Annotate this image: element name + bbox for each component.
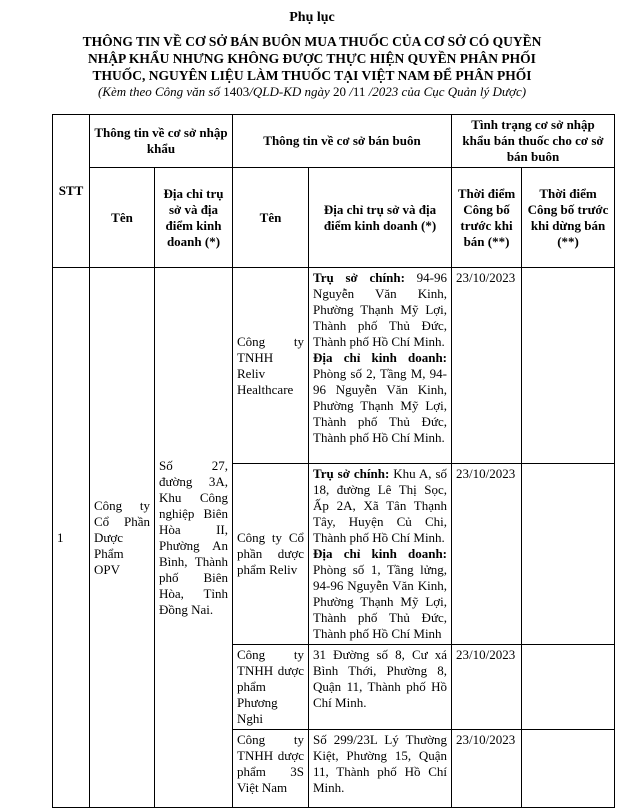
wholesaler-table [52, 114, 615, 808]
business-label: Địa chỉ kinh doanh: [313, 350, 448, 365]
wholesaler-address [309, 268, 452, 464]
appendix-heading: Phụ lục [289, 10, 335, 25]
header-status-group: Tình trạng cơ sở nhập khẩu bán thuốc cho cơ sở bán buôn [452, 115, 615, 168]
wholesaler-name: Công ty TNHH dược phẩm Phương Nghi [233, 645, 309, 730]
hq-label: Trụ sở chính: [313, 466, 390, 481]
hq-address: Khu A, số 18, đường Lê Thị Sọc, Ấp 2A, Xã Tân Thạnh Tây, Huyện Củ Chi, Thành phố Hồ Chí Minh. [313, 466, 448, 545]
importer-name: Công ty Cổ Phần Dược Phẩm OPV [90, 268, 155, 808]
start-time: 23/10/2023 [452, 464, 522, 645]
header-wholesaler-group: Thông tin về cơ sở bán buôn [233, 115, 452, 168]
header-importer-group: Thông tin về cơ sở nhập khẩu [90, 115, 233, 168]
subtitle-part-2: /QLD-KD ngày [249, 84, 334, 99]
start-time: 23/10/2023 [452, 645, 522, 730]
document-subtitle [0, 84, 624, 100]
wholesaler-name: Công ty TNHH Reliv Healthcare [233, 268, 309, 464]
subtitle-part-4: /2023 của Cục Quản lý Dược) [365, 84, 527, 99]
header-wholesaler-name: Tên [233, 168, 309, 268]
document-title-line-2: NHẬP KHẨU NHƯNG KHÔNG ĐƯỢC THỰC HIỆN QUYỀN PHÂN PHỐI [88, 51, 536, 66]
table-row [53, 268, 615, 464]
header-importer-name: Tên [90, 168, 155, 268]
hq-label: Trụ sở chính: [313, 270, 405, 285]
stop-time [522, 268, 615, 464]
header-stop-time: Thời điểm Công bố trước khi dừng bán (**) [522, 168, 615, 268]
stop-time [522, 730, 615, 808]
start-time: 23/10/2023 [452, 730, 522, 808]
dispatch-month: 11 [352, 84, 366, 99]
subtitle-part-3: / [346, 84, 353, 99]
wholesaler-address: 31 Đường số 8, Cư xá Bình Thới, Phường 8, Quận 11, Thành phố Hồ Chí Minh. [309, 645, 452, 730]
dispatch-number: 1403 [223, 84, 250, 99]
business-address: Phòng số 2, Tầng M, 94-96 Nguyễn Văn Kinh, Phường Thạnh Mỹ Lợi, Thành phố Thủ Đức, Thành phố Hồ Chí Minh. [313, 366, 448, 445]
document-title-line-3: THUỐC, NGUYÊN LIỆU LÀM THUỐC TẠI VIỆT NAM ĐỂ PHÂN PHỐI [92, 68, 532, 83]
wholesaler-address: Số 299/23L Lý Thường Kiệt, Phường 15, Quận 11, Thành phố Hồ Chí Minh. [309, 730, 452, 808]
business-label: Địa chỉ kinh doanh: [313, 546, 448, 561]
importer-address: Số 27, đường 3A, Khu Công nghiệp Biên Hòa II, Phường An Bình, Thành phố Biên Hòa, Tỉnh Đồng Nai. [155, 268, 233, 808]
header-stt: STT [53, 115, 90, 268]
wholesaler-name: Công ty TNHH dược phẩm 3S Việt Nam [233, 730, 309, 808]
start-time: 23/10/2023 [452, 268, 522, 464]
hq-address: 94-96 Nguyễn Văn Kinh, Phường Thạnh Mỹ Lợi, Thành phố Thủ Đức, Thành phố Hồ Chí Minh. [313, 270, 448, 349]
subtitle-part-1: (Kèm theo Công văn số [97, 84, 224, 99]
dispatch-day: 20 [333, 84, 347, 99]
row-stt: 1 [53, 268, 90, 808]
wholesaler-address [309, 464, 452, 645]
wholesaler-name: Công ty Cổ phần dược phẩm Reliv [233, 464, 309, 645]
header-start-time: Thời điểm Công bố trước khi bán (**) [452, 168, 522, 268]
document-title-line-1: THÔNG TIN VỀ CƠ SỞ BÁN BUÔN MUA THUỐC CỦA CƠ SỞ CÓ QUYỀN [82, 34, 542, 49]
stop-time [522, 464, 615, 645]
header-wholesaler-address: Địa chỉ trụ sở và địa điểm kinh doanh (*) [309, 168, 452, 268]
business-address: Phòng số 1, Tầng lửng, 94-96 Nguyễn Văn Kinh, Phường Thạnh Mỹ Lợi, Thành phố Thủ Đức, Thành phố Hồ Chí Minh [313, 562, 448, 641]
stop-time [522, 645, 615, 730]
header-importer-address: Địa chỉ trụ sở và địa điểm kinh doanh (*) [155, 168, 233, 268]
